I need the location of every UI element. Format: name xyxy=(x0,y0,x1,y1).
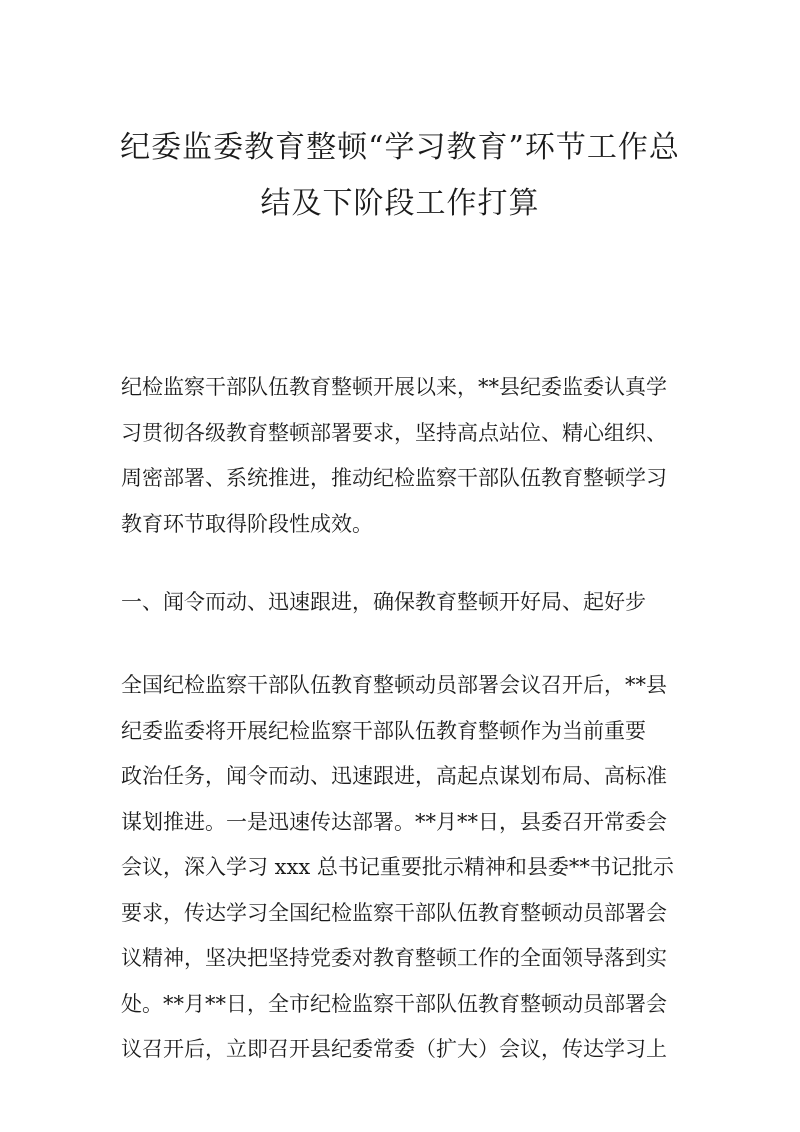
text-line: 处。**月**日，全市纪检监察干部队伍教育整顿动员部署会 xyxy=(121,991,667,1016)
section-heading xyxy=(121,580,681,626)
title-line: 结及下阶段工作打算 xyxy=(260,186,540,221)
text-line: 纪委监委将开展纪检监察干部队伍教育整顿作为当前重要 xyxy=(121,718,646,743)
text-line: 会议，深入学习 xxx 总书记重要批示精神和县委**书记批示 xyxy=(121,855,674,879)
text-line: 习贯彻各级教育整顿部署要求，坚持高点站位、精心组织、 xyxy=(121,420,667,445)
title-line: 纪委监委教育整顿“学习教育”环节工作总 xyxy=(120,130,680,165)
text-line: 要求，传达学习全国纪检监察干部队伍教育整顿动员部署会 xyxy=(121,900,667,925)
text-line: 教育环节取得阶段性成效。 xyxy=(121,511,373,536)
text-line: 议召开后，立即召开县纪委常委（扩大）会议，传达学习上 xyxy=(121,1037,667,1061)
section-heading-text: 一、闻令而动、迅速跟进，确保教育整顿开好局、起好步 xyxy=(121,590,646,614)
intro-paragraph xyxy=(121,365,681,547)
document-title xyxy=(105,120,695,232)
text-line: 政治任务，闻令而动、迅速跟进，高起点谋划布局、高标准 xyxy=(121,764,667,788)
text-line: 议精神，坚决把坚持党委对教育整顿工作的全面领导落到实 xyxy=(121,946,667,970)
text-line: 全国纪检监察干部队伍教育整顿动员部署会议召开后，**县 xyxy=(121,673,667,697)
section-body-paragraph xyxy=(121,663,681,1073)
text-line: 纪检监察干部队伍教育整顿开展以来，**县纪委监委认真学 xyxy=(121,375,667,399)
text-line: 谋划推进。一是迅速传达部署。**月**日，县委召开常委会 xyxy=(121,809,667,834)
text-line: 周密部署、系统推进，推动纪检监察干部队伍教育整顿学习 xyxy=(121,466,667,490)
